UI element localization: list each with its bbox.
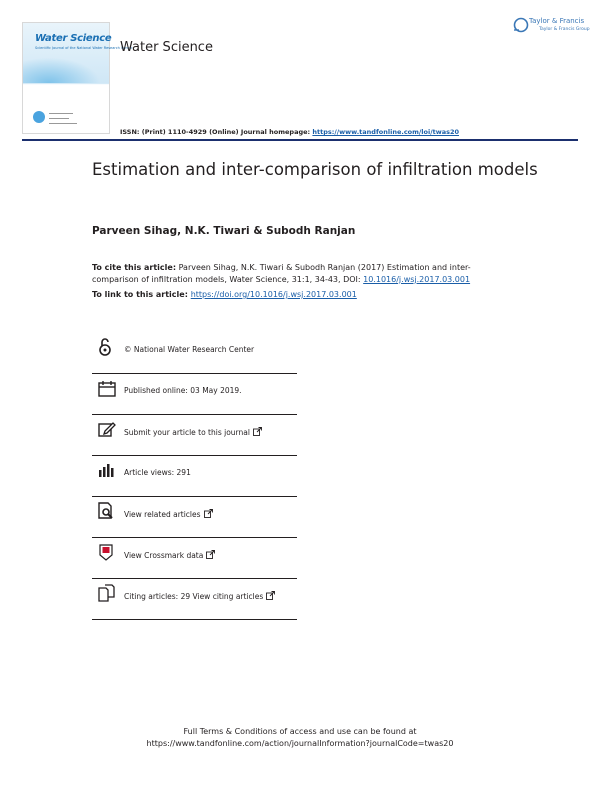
cite-text: Parveen Sihag, N.K. Tiwari & Subodh Ranjan (2017) Estimation and inter-comparison of infiltration models, Water Science, 31:1, 34-43, DOI: <box>92 263 471 284</box>
journal-homepage-link[interactable]: https://www.tandfonline.com/loi/twas20 <box>312 128 459 136</box>
link-to-article <box>92 290 357 299</box>
crossmark-link[interactable]: View Crossmark data <box>124 550 215 560</box>
cite-doi-link[interactable]: 10.1016/j.wsj.2017.03.001 <box>363 275 471 284</box>
row-published <box>92 374 297 415</box>
bar-chart-icon <box>98 462 116 478</box>
external-link-icon <box>266 591 275 600</box>
cover-logo-icon <box>33 111 45 123</box>
row-divider <box>92 619 297 620</box>
header-divider <box>22 139 578 141</box>
row-related[interactable] <box>92 497 297 538</box>
citing-articles-icon <box>98 584 116 602</box>
row-text: Published online: 03 May 2019. <box>124 386 242 395</box>
cover-line <box>49 113 73 114</box>
external-link-icon <box>206 550 215 559</box>
row-citing[interactable] <box>92 579 297 620</box>
submit-icon <box>98 421 116 437</box>
row-text: © National Water Research Center <box>124 345 255 354</box>
cite-label: To cite this article: <box>92 263 177 272</box>
article-authors: Parveen Sihag, N.K. Tiwari & Subodh Ranjan <box>92 225 356 237</box>
journal-cover-image <box>22 22 133 134</box>
journal-name: Water Science <box>120 40 213 55</box>
doi-url-link[interactable]: https://doi.org/10.1016/j.wsj.2017.03.001 <box>190 290 357 299</box>
related-articles-icon <box>98 502 116 520</box>
publisher-name: Taylor & Francis <box>529 17 585 25</box>
publisher-group: Taylor & Francis Group <box>539 27 590 32</box>
row-crossmark[interactable] <box>92 538 297 579</box>
external-link-icon <box>204 509 213 518</box>
row-submit[interactable] <box>92 415 297 456</box>
issn-text: ISSN: (Print) 1110-4929 (Online) Journal homepage: <box>120 128 313 136</box>
cover-title: Water Science <box>35 33 112 44</box>
external-link-icon <box>253 427 262 436</box>
citation-block <box>92 262 512 286</box>
cover-line <box>49 123 77 124</box>
publisher-logo-icon <box>510 14 528 36</box>
footer-terms-link[interactable]: https://www.tandfonline.com/action/journalInformation?journalCode=twas20 <box>146 739 454 748</box>
related-articles-link[interactable]: View related articles <box>124 509 213 519</box>
citing-articles-link[interactable]: Citing articles: 29 View citing articles <box>124 591 275 601</box>
row-copyright <box>92 333 297 374</box>
footer-terms-text: Full Terms & Conditions of access and use can be found at <box>183 727 417 736</box>
row-text: Article views: 291 <box>124 468 191 477</box>
submit-article-link[interactable]: Submit your article to this journal <box>124 427 262 437</box>
row-views <box>92 456 297 497</box>
article-title: Estimation and inter-comparison of infiltration models <box>92 160 538 179</box>
open-access-icon <box>98 337 112 357</box>
crossmark-icon <box>98 543 114 561</box>
cover-wave-graphic <box>23 53 109 83</box>
link-label: To link to this article: <box>92 290 191 299</box>
cover-line <box>49 118 69 119</box>
calendar-icon <box>98 381 116 397</box>
cover-subtitle: Scientific Journal of the National Water Research Center <box>35 46 133 50</box>
issn-line <box>120 128 459 136</box>
